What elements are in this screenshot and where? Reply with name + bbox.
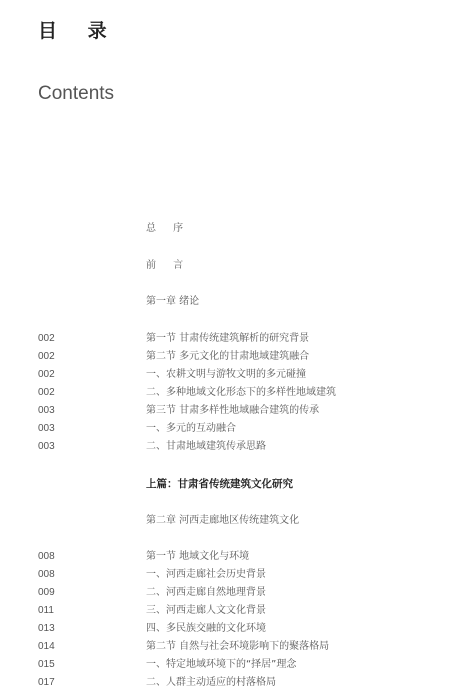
toc-page-number: 003 bbox=[38, 405, 55, 416]
toc-entry[interactable] bbox=[0, 368, 465, 382]
toc-entry-text: 第一章 绪论 bbox=[146, 296, 200, 307]
toc-entry[interactable] bbox=[0, 550, 465, 564]
toc-entry-text: 第二节 自然与社会环境影响下的聚落格局 bbox=[146, 641, 330, 652]
toc-entry-text: 四、多民族交融的文化环境 bbox=[146, 623, 266, 634]
toc-entry-text: 三、河西走廊人文文化背景 bbox=[146, 605, 266, 616]
toc-entry-preface-general[interactable] bbox=[0, 222, 465, 236]
toc-entry[interactable] bbox=[0, 622, 465, 636]
toc-entry-chapter-1[interactable] bbox=[0, 295, 465, 309]
toc-entry[interactable] bbox=[0, 386, 465, 400]
toc-entry-text: 一、特定地域环境下的“择居”理念 bbox=[146, 659, 297, 670]
page-title: 目 录 bbox=[38, 20, 119, 42]
toc-page-number: 002 bbox=[38, 351, 55, 362]
toc-entry[interactable] bbox=[0, 658, 465, 672]
toc-entry[interactable] bbox=[0, 604, 465, 618]
toc-entry-text: 前 言 bbox=[146, 260, 191, 271]
toc-page-number: 003 bbox=[38, 423, 55, 434]
toc-entry-text: 第三节 甘肃多样性地域融合建筑的传承 bbox=[146, 405, 320, 416]
toc-entry[interactable] bbox=[0, 440, 465, 454]
toc-entry[interactable] bbox=[0, 586, 465, 600]
toc-entry-text: 一、多元的互动融合 bbox=[146, 423, 236, 434]
toc-entry-text: 二、人群主动适应的村落格局 bbox=[146, 677, 276, 688]
toc-entry-text: 二、河西走廊自然地理背景 bbox=[146, 587, 266, 598]
toc-entry[interactable] bbox=[0, 568, 465, 582]
toc-entry-text: 二、甘肃地域建筑传承思路 bbox=[146, 441, 266, 452]
toc-page-number: 008 bbox=[38, 569, 55, 580]
toc-entry[interactable] bbox=[0, 350, 465, 364]
toc-page-number: 011 bbox=[38, 605, 54, 616]
toc-page-number: 003 bbox=[38, 441, 55, 452]
toc-entry-text: 上篇：甘肃省传统建筑文化研究 bbox=[146, 478, 293, 490]
toc-page-number: 002 bbox=[38, 387, 55, 398]
toc-entry-text: 第二节 多元文化的甘肃地域建筑融合 bbox=[146, 351, 310, 362]
toc-entry-text: 一、河西走廊社会历史背景 bbox=[146, 569, 266, 580]
toc-part-heading[interactable] bbox=[0, 477, 465, 491]
toc-page-number: 008 bbox=[38, 551, 55, 562]
toc-entry[interactable] bbox=[0, 422, 465, 436]
toc-entry-text: 二、多种地域文化形态下的多样性地域建筑 bbox=[146, 387, 336, 398]
toc-entry-text: 第二章 河西走廊地区传统建筑文化 bbox=[146, 515, 300, 526]
toc-entry[interactable] bbox=[0, 676, 465, 690]
toc-entry[interactable] bbox=[0, 640, 465, 654]
toc-entry-text: 总 序 bbox=[146, 223, 191, 234]
toc-entry-chapter-2[interactable] bbox=[0, 514, 465, 528]
toc-page-number: 017 bbox=[38, 677, 55, 688]
toc-page-number: 013 bbox=[38, 623, 55, 634]
toc-page-number: 014 bbox=[38, 641, 55, 652]
toc-entry-text: 第一节 地域文化与环境 bbox=[146, 551, 250, 562]
page-subtitle: Contents bbox=[38, 83, 115, 104]
toc-entry-foreword[interactable] bbox=[0, 259, 465, 273]
toc-page-number: 009 bbox=[38, 587, 55, 598]
toc-entry-text: 第一节 甘肃传统建筑解析的研究背景 bbox=[146, 333, 310, 344]
toc-page-number: 015 bbox=[38, 659, 55, 670]
toc-page-number: 002 bbox=[38, 333, 55, 344]
toc-entry[interactable] bbox=[0, 404, 465, 418]
toc-entry-text: 一、农耕文明与游牧文明的多元碰撞 bbox=[146, 369, 306, 380]
toc-entry[interactable] bbox=[0, 332, 465, 346]
toc-page-number: 002 bbox=[38, 369, 55, 380]
